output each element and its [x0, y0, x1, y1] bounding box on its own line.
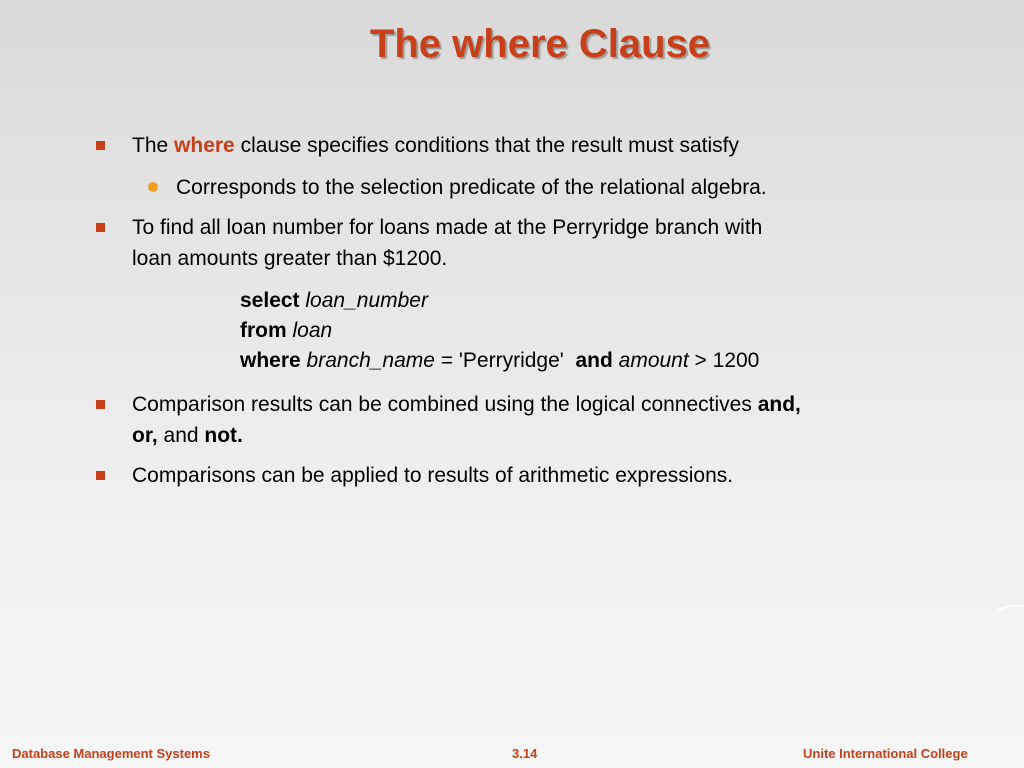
bullet-find-loans: [132, 212, 762, 274]
square-bullet-icon: [96, 223, 105, 232]
bullet-line-1: [132, 389, 801, 420]
query-from-line: [240, 316, 332, 346]
bullet-line-2: [132, 420, 801, 451]
equals-operator: =: [434, 349, 459, 372]
where-keyword: where: [240, 349, 301, 372]
square-bullet-icon: [96, 400, 105, 409]
footer-page-number: 3.14: [512, 746, 538, 761]
where-attribute: branch_name: [306, 349, 435, 372]
bullet-text: Comparisons can be applied to results of arithmetic expressions.: [132, 464, 734, 487]
from-keyword: from: [240, 319, 287, 342]
amount-attribute: amount: [618, 349, 689, 372]
from-relation: loan: [292, 319, 333, 342]
bullet-where-clause: [132, 130, 739, 161]
and-keyword: and: [575, 349, 613, 372]
and-text: and: [157, 424, 205, 447]
or-connective: or,: [132, 424, 158, 447]
bullet-text-post: clause specifies conditions that the result must satisfy: [234, 134, 739, 157]
connectives-text: Comparison results can be combined using the logical connectives: [132, 393, 758, 416]
bullet-line-1: To find all loan number for loans made at the Perryridge branch with: [132, 216, 763, 239]
bullet-arithmetic-expressions: [132, 460, 733, 491]
query-where-line: [240, 346, 759, 376]
footer-institution: Unite International College: [803, 746, 968, 761]
not-connective: not.: [204, 424, 243, 447]
greater-than-operator: >: [688, 349, 713, 372]
footer-course-name: Database Management Systems: [12, 746, 210, 761]
slide-title: The where Clause: [369, 22, 711, 66]
where-keyword-highlight: where: [174, 134, 235, 157]
sub-bullet-selection-predicate: [176, 172, 767, 203]
square-bullet-icon: [96, 471, 105, 480]
round-bullet-icon: [148, 182, 158, 192]
select-attribute: loan_number: [305, 289, 428, 312]
bullet-line-2: loan amounts greater than $1200.: [132, 247, 448, 270]
select-keyword: select: [240, 289, 300, 312]
and-connective: and,: [757, 393, 801, 416]
bullet-text-pre: The: [132, 134, 175, 157]
sub-bullet-text: Corresponds to the selection predicate of the relational algebra.: [176, 176, 767, 199]
square-bullet-icon: [96, 141, 105, 150]
decorative-swoosh-icon: [998, 604, 1024, 612]
where-value: 'Perryridge': [458, 349, 564, 372]
bullet-logical-connectives: [132, 389, 801, 451]
query-select-line: [240, 286, 428, 316]
amount-value: 1200: [712, 349, 760, 372]
